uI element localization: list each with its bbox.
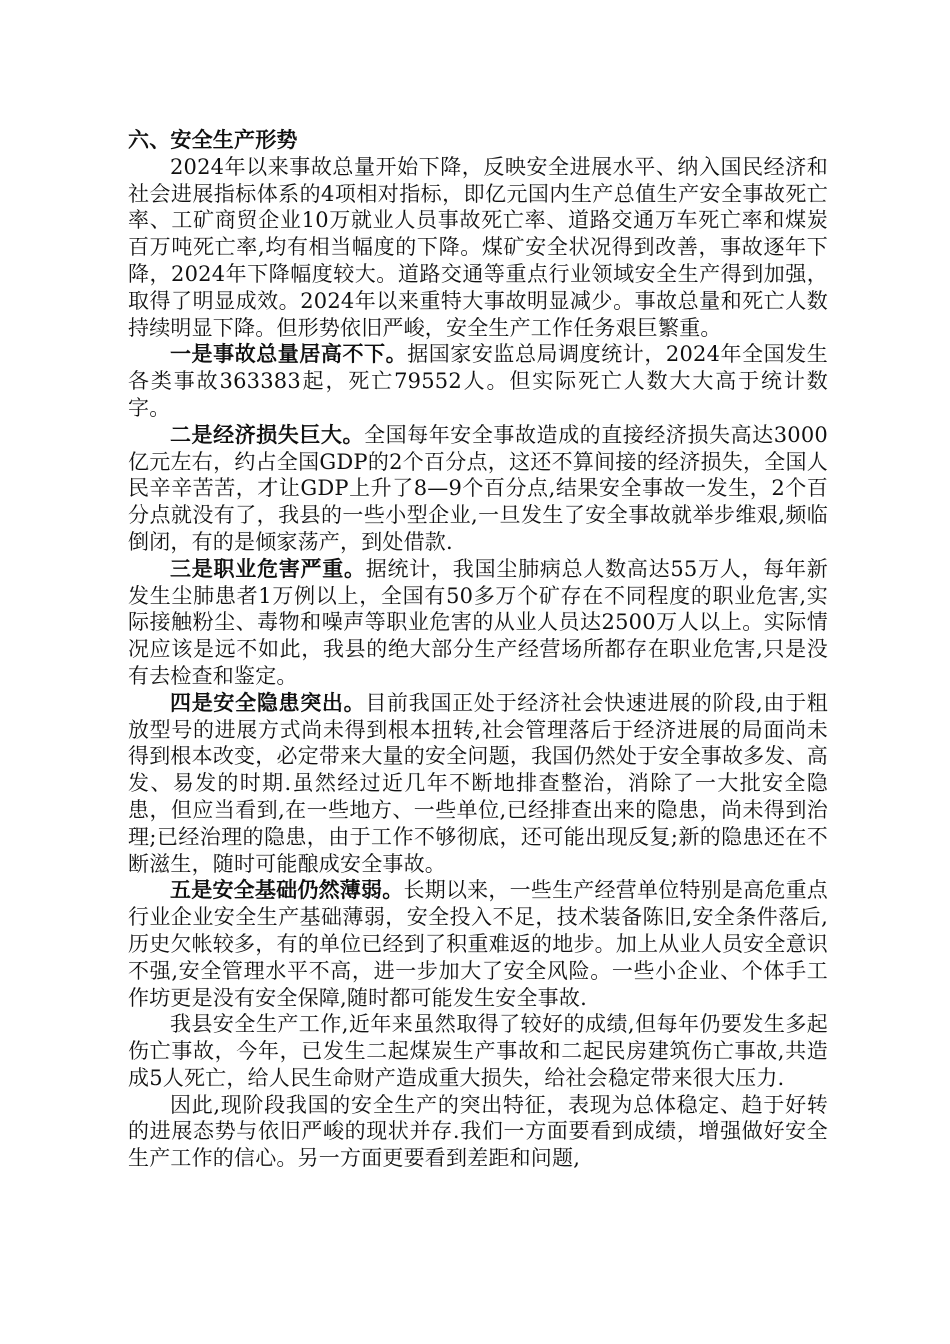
paragraph-conclusion: [128, 1092, 828, 1172]
paragraph-lead: 四是安全隐患突出。: [170, 689, 366, 715]
paragraph-text: 2024年以来事故总量开始下降，反映安全进展水平、纳入国民经济和社会进展指标体系的4项相对指标，即亿元国内生产总值生产安全事故死亡率、工矿商贸企业10万就业人员事故死亡率、道路交通万车死亡率和煤炭百万吨死亡率,均有相当幅度的下降。煤矿安全状况得到改善，事故逐年下降，2024年下降幅度较大。道路交通等重点行业领域安全生产得到加强，取得了明显成效。2024年以来重特大事故明显减少。事故总量和死亡人数持续明显下降。但形势依旧严峻，安全生产工作任务艰巨繁重。: [128, 154, 828, 340]
paragraph-text: 目前我国正处于经济社会快速进展的阶段,由于粗放型号的进展方式尚未得到根本扭转,社会管理落后于经济进展的局面尚未得到根本改变，必定带来大量的安全问题，我国仍然处于安全事故多发、高发、易发的时期.虽然经过近几年不断地排查整治，消除了一大批安全隐患，但应当看到,在一些地方、一些单位,已经排查出来的隐患，尚未得到治理;已经治理的隐患，由于工作不够彻底，还可能出现反复;新的隐患还在不断滋生，随时可能酿成安全事故。: [128, 690, 828, 876]
paragraph-text: 因此,现阶段我国的安全生产的突出特征，表现为总体稳定、趋于好转的进展态势与依旧严峻的现状并存.我们一方面要看到成绩，增强做好安全生产工作的信心。另一方面更要看到差距和问题,: [128, 1092, 828, 1171]
paragraph-text: 长期以来，一些生产经营单位特别是高危重点行业企业安全生产基础薄弱，安全投入不足，技术装备陈旧,安全条件落后,历史欠帐较多，有的单位已经到了积重难返的地步。加上从业人员安全意识不强,安全管理水平不高，进一步加大了安全风险。一些小企业、个体手工作坊更是没有安全保障,随时都可能发生安全事故.: [128, 878, 829, 1010]
paragraph-point-2: [128, 422, 828, 556]
paragraph-text: 全国每年安全事故造成的直接经济损失高达3000亿元左右，约占全国GDP的2个百分点，这还不算间接的经济损失，全国人民辛辛苦苦，才让GDP上升了8—9个百分点,结果安全事故一发生，2个百分点就没有了，我县的一些小型企业,一旦发生了安全事故就举步维艰,频临倒闭，有的是倾家荡产，到处借款.: [128, 422, 828, 554]
paragraph-text: 据统计，我国尘肺病总人数高达55万人，每年新发生尘肺患者1万例以上，全国有50多万个矿存在不同程度的职业危害,实际接触粉尘、毒物和噪声等职业危害的从业人员达2500万人以上。实际情况应该是远不如此，我县的绝大部分生产经营场所都存在职业危害,只是没有去检查和鉴定。: [128, 556, 828, 688]
paragraph-lead: 五是安全基础仍然薄弱。: [170, 877, 404, 903]
paragraph-point-3: [128, 556, 828, 690]
paragraph-text: 我县安全生产工作,近年来虽然取得了较好的成绩,但每年仍要发生多起伤亡事故，今年，已发生二起煤炭生产事故和二起民房建筑伤亡事故,共造成5人死亡，给人民生命财产造成重大损失，给社会稳定带来很大压力.: [128, 1012, 828, 1090]
paragraph-point-4: [128, 690, 828, 878]
paragraph-point-5: [128, 877, 828, 1011]
paragraph-point-1: [128, 341, 828, 421]
paragraph-lead: 一是事故总量居高不下。: [170, 341, 408, 367]
paragraph-lead: 三是职业危害严重。: [170, 555, 366, 581]
paragraph-overview: [128, 154, 828, 342]
document-body: [128, 127, 828, 1172]
paragraph-text: 据国家安监总局调度统计，2024年全国发生各类事故363383起，死亡79552人。但实际死亡人数大大高于统计数字。: [128, 342, 828, 420]
section-title: 六、安全生产形势: [128, 127, 298, 152]
paragraph-county-status: [128, 1011, 828, 1091]
paragraph-lead: 二是经济损失巨大。: [170, 421, 365, 447]
